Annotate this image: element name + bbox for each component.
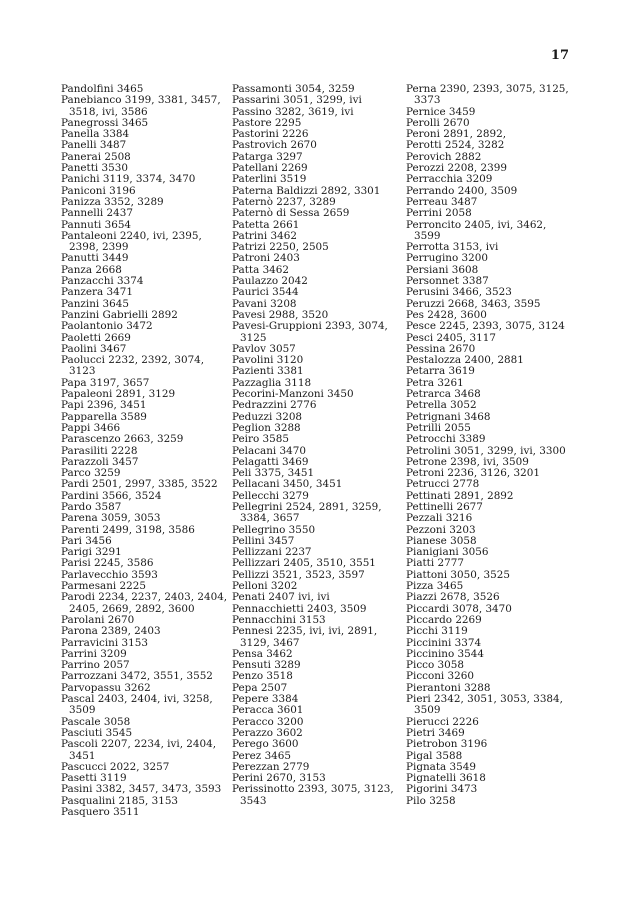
index-entry: Petra 3261 xyxy=(406,376,464,389)
index-entry: Pierantoni 3288 xyxy=(406,681,491,694)
index-entry: Pannelli 2437 xyxy=(61,207,133,220)
index-entry: Pezzali 3216 xyxy=(406,512,473,525)
index-entry: Petarra 3619 xyxy=(406,365,475,378)
index-entry: Paternò 2237, 3289 xyxy=(232,195,336,208)
index-entry: Paterna Baldizzi 2892, 3301 xyxy=(232,184,381,197)
index-entry: Pavesi 2988, 3520 xyxy=(232,308,329,321)
index-entry: Patetta 2661 xyxy=(232,218,300,231)
index-entry: Pelacani 3470 xyxy=(232,444,306,457)
index-entry: Piatti 2777 xyxy=(406,557,464,570)
index-entry: Pilo 3258 xyxy=(406,794,456,807)
index-entry: Papparella 3589 xyxy=(61,410,147,423)
index-entry: Panutti 3449 xyxy=(61,252,129,265)
index-entry: Parrino 2057 xyxy=(61,659,130,672)
index-entry: Perracchia 3209 xyxy=(406,173,493,186)
index-entry: Pellizzani 2237 xyxy=(232,546,312,559)
index-entry: Perreau 3487 xyxy=(406,195,478,208)
index-entry: Panzini 3645 xyxy=(61,297,129,310)
index-entry: Papa 3197, 3657 xyxy=(61,376,150,389)
index-entry: Passamonti 3054, 3259 xyxy=(232,83,355,95)
index-entry: Penzo 3518 xyxy=(232,670,293,683)
index-entry: Perissinotto 2393, 3075, 3123, 3543 xyxy=(232,783,394,807)
index-entry: Pascal 2403, 2404, ivi, 3258, 3509 xyxy=(61,693,213,717)
index-entry: Penati 2407 ivi, ivi xyxy=(232,591,330,604)
index-entry: Perez 3465 xyxy=(232,749,292,762)
index-entry: Pari 3456 xyxy=(61,534,112,547)
index-entry: Pardini 3566, 3524 xyxy=(61,489,162,502)
index-entry: Pavesi-Gruppioni 2393, 3074, 3125 xyxy=(232,320,388,344)
index-entry: Panichi 3119, 3374, 3470 xyxy=(61,173,196,186)
index-entry: Petrilli 2055 xyxy=(406,421,471,434)
index-entry: Perego 3600 xyxy=(232,738,299,751)
index-entry: Pennacchini 3153 xyxy=(232,613,326,626)
index-entry: Pavolini 3120 xyxy=(232,354,304,367)
index-entry: Patrizi 2250, 2505 xyxy=(232,241,329,254)
index-entry: Pesci 2405, 3117 xyxy=(406,331,496,344)
index-entry: Petrignani 3468 xyxy=(406,410,491,423)
index-entry: Petrocchi 3389 xyxy=(406,433,486,446)
index-entry: Parisi 2245, 3586 xyxy=(61,557,154,570)
index-entry: Perovich 2882 xyxy=(406,150,482,163)
index-entry: Perozzi 2208, 2399 xyxy=(406,162,507,175)
index-entry: Panerai 2508 xyxy=(61,150,131,163)
index-entry: Panegrossi 3465 xyxy=(61,116,149,129)
index-entry: Parasiliti 2228 xyxy=(61,444,138,457)
index-entry: Passino 3282, 3619, ivi xyxy=(232,105,354,118)
index-entry: Pianigiani 3056 xyxy=(406,546,489,559)
index-entry: Parascenzo 2663, 3259 xyxy=(61,433,184,446)
index-entry: Perini 2670, 3153 xyxy=(232,772,326,785)
index-entry: Piccardo 2269 xyxy=(406,613,482,626)
index-entry: Panizza 3352, 3289 xyxy=(61,195,164,208)
index-column-1 xyxy=(61,84,229,818)
index-entry: Pepere 3384 xyxy=(232,693,299,706)
index-entry: Parigi 3291 xyxy=(61,546,122,559)
index-entry: Panelli 3487 xyxy=(61,139,127,152)
index-entry: Parolani 2670 xyxy=(61,613,135,626)
index-entry: Parlavecchio 3593 xyxy=(61,568,158,581)
index-entry: Parazzoli 3457 xyxy=(61,455,139,468)
index-entry: Pesce 2245, 2393, 3075, 3124 xyxy=(406,320,565,333)
index-entry: Paolantonio 3472 xyxy=(61,320,153,333)
index-entry: Panetti 3530 xyxy=(61,162,128,175)
index-entry: Perrando 2400, 3509 xyxy=(406,184,518,197)
index-entry: Pigal 3588 xyxy=(406,749,463,762)
index-entry: Panzacchi 3374 xyxy=(61,275,144,288)
index-entry: Pigorini 3473 xyxy=(406,783,478,796)
index-entry: Pellini 3457 xyxy=(232,534,295,547)
index-entry: Pasquero 3511 xyxy=(61,806,140,818)
index-entry: Petrarca 3468 xyxy=(406,388,481,401)
index-entry: Patroni 2403 xyxy=(232,252,300,265)
index-entry: Pettinelli 2677 xyxy=(406,500,483,513)
index-entry: Pastorini 2226 xyxy=(232,128,309,141)
index-entry: Pettinati 2891, 2892 xyxy=(406,489,514,502)
index-entry: Parravicini 3153 xyxy=(61,636,148,649)
index-entry: Pascoli 2207, 2234, ivi, 2404, 3451 xyxy=(61,738,217,762)
index-entry: Persiani 3608 xyxy=(406,263,479,276)
index-entry: Pappi 3466 xyxy=(61,421,121,434)
index-entry: Pazienti 3381 xyxy=(232,365,304,378)
index-entry: Patta 3462 xyxy=(232,263,290,276)
index-entry: Perrini 2058 xyxy=(406,207,472,220)
index-entry: Personnet 3387 xyxy=(406,275,489,288)
index-entry: Pasini 3382, 3457, 3473, 3593 xyxy=(61,783,222,796)
index-entry: Piccinini 3374 xyxy=(406,636,482,649)
index-entry: Pavlov 3057 xyxy=(232,342,296,355)
index-entry: Pavani 3208 xyxy=(232,297,297,310)
index-column-2 xyxy=(232,84,402,807)
index-entry: Pensa 3462 xyxy=(232,647,293,660)
index-entry: Pardi 2501, 2997, 3385, 3522 xyxy=(61,478,218,491)
index-entry: Pecorini-Manzoni 3450 xyxy=(232,388,354,401)
index-entry: Parco 3259 xyxy=(61,467,121,480)
index-entry: Pellacani 3450, 3451 xyxy=(232,478,343,491)
index-entry: Pasciuti 3545 xyxy=(61,726,133,739)
index-entry: Perazzo 3602 xyxy=(232,726,303,739)
index-entry: Petroni 2236, 3126, 3201 xyxy=(406,467,540,480)
index-entry: Picconi 3260 xyxy=(406,670,474,683)
index-entry: Paolucci 2232, 2392, 3074, 3123 xyxy=(61,354,205,378)
index-entry: Panzera 3471 xyxy=(61,286,133,299)
index-entry: Panella 3384 xyxy=(61,128,130,141)
index-entry: Pastore 2295 xyxy=(232,116,302,129)
index-entry: Pennacchietti 2403, 3509 xyxy=(232,602,367,615)
index-entry: Pascucci 2022, 3257 xyxy=(61,760,170,773)
index-entry: Parrozzani 3472, 3551, 3552 xyxy=(61,670,213,683)
index-entry: Pannuti 3654 xyxy=(61,218,132,231)
index-entry: Perusini 3466, 3523 xyxy=(406,286,512,299)
index-entry: Panza 2668 xyxy=(61,263,122,276)
index-entry: Pietri 3469 xyxy=(406,726,465,739)
index-entry: Pasetti 3119 xyxy=(61,772,127,785)
index-entry: Patrini 3462 xyxy=(232,229,297,242)
index-entry: Pignatelli 3618 xyxy=(406,772,486,785)
index-entry: Pedrazzini 2776 xyxy=(232,399,317,412)
index-entry: Parenti 2499, 3198, 3586 xyxy=(61,523,195,536)
index-entry: Papi 2396, 3451 xyxy=(61,399,147,412)
index-entry: Pietrobon 3196 xyxy=(406,738,488,751)
index-entry: Passarini 3051, 3299, ivi xyxy=(232,94,362,107)
index-entry: Perrotta 3153, ivi xyxy=(406,241,499,254)
index-entry: Petrone 2398, ivi, 3509 xyxy=(406,455,529,468)
index-entry: Paterlini 3519 xyxy=(232,173,307,186)
index-entry: Pepa 2507 xyxy=(232,681,288,694)
index-entry: Piccardi 3078, 3470 xyxy=(406,602,512,615)
index-entry: Paulazzo 2042 xyxy=(232,275,308,288)
page-number: 17 xyxy=(550,48,569,63)
index-entry: Pelloni 3202 xyxy=(232,580,298,593)
index-entry: Pennesi 2235, ivi, ivi, 2891, 3129, 3467 xyxy=(232,625,378,649)
index-entry: Pellegrini 2524, 2891, 3259, 3384, 3657 xyxy=(232,500,382,525)
index-entry: Picchi 3119 xyxy=(406,625,468,638)
index-entry: Perolli 2670 xyxy=(406,116,470,129)
index-entry: Pellecchi 3279 xyxy=(232,489,309,502)
index-entry: Pezzoni 3203 xyxy=(406,523,476,536)
index-entry: Patellani 2269 xyxy=(232,162,308,175)
index-entry: Perezzan 2779 xyxy=(232,760,310,773)
index-entry: Parona 2389, 2403 xyxy=(61,625,161,638)
index-entry: Pieri 2342, 3051, 3053, 3384, 3509 xyxy=(406,693,563,717)
index-entry: Pazzaglia 3118 xyxy=(232,376,312,389)
index-entry: Pellegrino 3550 xyxy=(232,523,316,536)
index-entry: Paternò di Sessa 2659 xyxy=(232,207,350,220)
index-entry: Pellizzi 3521, 3523, 3597 xyxy=(232,568,365,581)
index-entry: Pignata 3549 xyxy=(406,760,476,773)
index-entry: Petrolini 3051, 3299, ivi, 3300 xyxy=(406,444,566,457)
index-entry: Pizza 3465 xyxy=(406,580,464,593)
index-entry: Parvopassu 3262 xyxy=(61,681,151,694)
index-entry: Peiro 3585 xyxy=(232,433,289,446)
index-entry: Pardo 3587 xyxy=(61,500,122,513)
index-entry: Picco 3058 xyxy=(406,659,464,672)
index-entry: Piccinino 3544 xyxy=(406,647,484,660)
index-entry: Parodi 2234, 2237, 2403, 2404, 2405, 2669, 2892, 3600 xyxy=(61,591,228,615)
index-entry: Pandolfini 3465 xyxy=(61,83,144,95)
index-entry: Paoletti 2669 xyxy=(61,331,131,344)
index-entry: Piazzi 2678, 3526 xyxy=(406,591,500,604)
index-entry: Parena 3059, 3053 xyxy=(61,512,161,525)
index-entry: Peduzzi 3208 xyxy=(232,410,303,423)
index-entry: Perrugino 3200 xyxy=(406,252,488,265)
index-entry: Pierucci 2226 xyxy=(406,715,479,728)
index-entry: Papaleoni 2891, 3129 xyxy=(61,388,176,401)
index-entry: Petrella 3052 xyxy=(406,399,477,412)
index-entry: Paolini 3467 xyxy=(61,342,127,355)
index-entry: Perroncito 2405, ivi, 3462, 3599 xyxy=(406,218,547,242)
index-entry: Panzini Gabrielli 2892 xyxy=(61,308,178,321)
index-entry: Pessina 2670 xyxy=(406,342,476,355)
index-entry: Peli 3375, 3451 xyxy=(232,467,315,480)
index-entry: Pes 2428, 3600 xyxy=(406,308,487,321)
index-entry: Pestalozza 2400, 2881 xyxy=(406,354,524,367)
index-entry: Pasqualini 2185, 3153 xyxy=(61,794,179,807)
index-entry: Pernice 3459 xyxy=(406,105,476,118)
index-entry: Peracca 3601 xyxy=(232,704,304,717)
index-entry: Peruzzi 2668, 3463, 3595 xyxy=(406,297,541,310)
index-entry: Pellizzari 2405, 3510, 3551 xyxy=(232,557,376,570)
index-entry: Pelagatti 3469 xyxy=(232,455,309,468)
index-entry: Paurici 3544 xyxy=(232,286,299,299)
index-entry: Panebianco 3199, 3381, 3457, 3518, ivi, 3586 xyxy=(61,94,221,118)
index-entry: Paniconi 3196 xyxy=(61,184,136,197)
index-column-3 xyxy=(406,84,576,807)
index-entry: Peglion 3288 xyxy=(232,421,301,434)
index-entry: Peracco 3200 xyxy=(232,715,304,728)
index-entry: Parrini 3209 xyxy=(61,647,127,660)
index-entry: Parmesani 2225 xyxy=(61,580,146,593)
index-entry: Pensuti 3289 xyxy=(232,659,301,672)
index-entry: Pastrovich 2670 xyxy=(232,139,317,152)
index-entry: Piattoni 3050, 3525 xyxy=(406,568,510,581)
index-entry: Perotti 2524, 3282 xyxy=(406,139,505,152)
index-entry: Peroni 2891, 2892, xyxy=(406,128,507,141)
index-entry: Petrucci 2778 xyxy=(406,478,480,491)
index-entry: Pascale 3058 xyxy=(61,715,131,728)
index-entry: Perna 2390, 2393, 3075, 3125, 3373 xyxy=(406,83,569,107)
index-entry: Pianese 3058 xyxy=(406,534,477,547)
index-entry: Pantaleoni 2240, ivi, 2395, 2398, 2399 xyxy=(61,229,202,254)
index-entry: Patarga 3297 xyxy=(232,150,303,163)
